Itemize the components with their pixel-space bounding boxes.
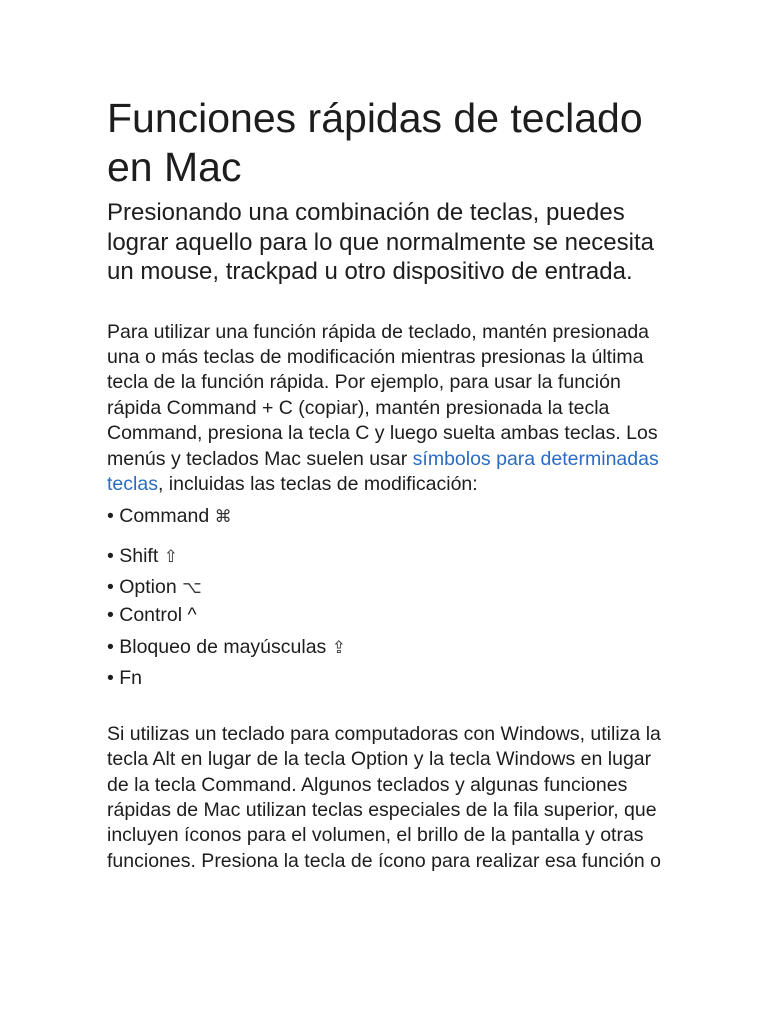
command-key-icon: ⌘	[214, 507, 232, 528]
modifier-keys-list	[107, 504, 667, 691]
modifier-label: • Shift	[107, 544, 159, 567]
page-title: Funciones rápidas de teclado en Mac	[107, 95, 643, 190]
usage-paragraph	[107, 320, 667, 498]
shift-key-icon: ⇧	[163, 546, 178, 567]
modifier-item-option	[107, 575, 667, 601]
modifier-label: • Bloqueo de mayúsculas	[107, 635, 327, 658]
usage-text-before-link: Para utilizar una función rápida de teclado, mantén presionada una o más teclas de modificación mientras presionas la última tecla de la función rápida. Por ejemplo, para usar la función rápida Command + C (copiar), mantén presionada la tecla Command, presiona la tecla C y luego suelta ambas teclas. Los menús y teclados Mac suelen usar	[107, 320, 658, 470]
modifier-label: • Control	[107, 603, 183, 626]
modifier-item-shift	[107, 544, 667, 570]
key-symbols-link[interactable]: símbolos para determinadas teclas	[107, 447, 659, 495]
modifier-item-caps-lock	[107, 635, 667, 661]
option-key-icon: ⌥	[182, 578, 202, 599]
control-key-icon: ^	[187, 603, 197, 626]
article	[107, 94, 667, 874]
modifier-label: • Option	[107, 576, 177, 599]
intro-paragraph: Presionando una combinación de teclas, puedes lograr aquello para lo que normalmente se necesita un mouse, trackpad u otro dispositivo de entrada.	[107, 199, 654, 285]
modifier-item-command	[107, 504, 667, 530]
modifier-item-fn	[107, 666, 667, 691]
modifier-label: • Fn	[107, 667, 143, 690]
modifier-item-control	[107, 603, 667, 628]
caps-lock-key-icon: ⇪	[331, 637, 346, 658]
usage-text-after-link: , incluidas las teclas de modificación:	[157, 472, 478, 495]
windows-keyboard-paragraph: Si utilizas un teclado para computadoras con Windows, utiliza la tecla Alt en lugar de la tecla Option y la tecla Windows en lugar de la tecla Command. Algunos teclados y algunas funciones rápidas de Mac utilizan teclas especiales de la fila superior, que incluyen íconos para el volumen, el brillo de la pantalla y otras funciones. Presiona la tecla de ícono para realizar esa función o	[107, 722, 661, 872]
modifier-label: • Command	[107, 505, 210, 528]
